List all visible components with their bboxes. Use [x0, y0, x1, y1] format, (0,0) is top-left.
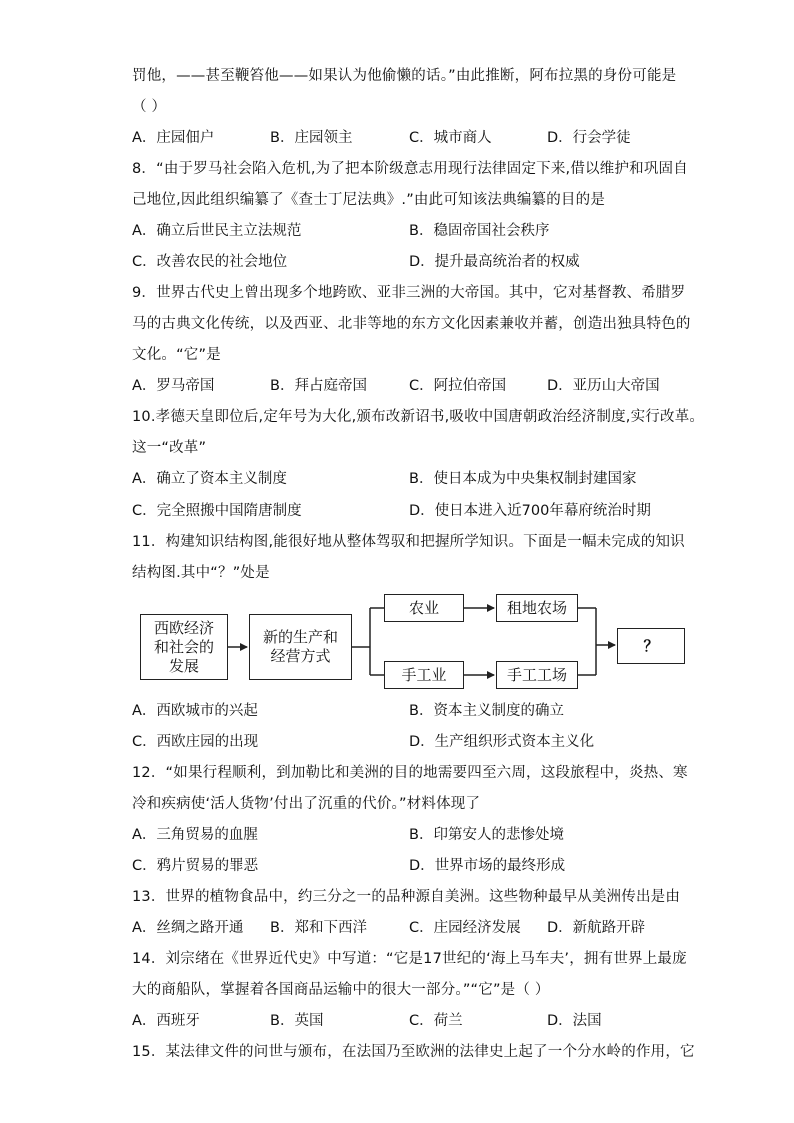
q8-option-d: D．提升最高统治者的权威: [409, 254, 580, 270]
q12-option-d: D．世界市场的最终形成: [409, 858, 566, 874]
question-9-line-2: 马的古典文化传统，以及西亚、北非等地的东方文化因素兼收并蓄，创造出独具特色的: [132, 316, 691, 332]
question-11-line-1: 11．构建知识结构图,能很好地从整体驾驭和把握所学知识。下面是一幅未完成的知识: [132, 534, 685, 550]
q7-option-a: A．庄园佃户: [132, 130, 215, 146]
q13-option-d: D．新航路开辟: [547, 920, 646, 936]
q8-option-b: B．稳固帝国社会秩序: [409, 223, 550, 239]
box2-line-1: 新的生产和: [262, 628, 338, 646]
workshop-label: 手工工场: [506, 665, 567, 684]
q9-option-d: D．亚历山大帝国: [547, 378, 660, 394]
q9-option-c: C．阿拉伯帝国: [409, 378, 507, 394]
agriculture-label: 农业: [408, 598, 439, 617]
q12-option-a: A．三角贸易的血腥: [132, 827, 258, 843]
q14-option-b: B．英国: [270, 1013, 324, 1029]
q14-option-c: C．荷兰: [409, 1013, 463, 1029]
q13-option-a: A．丝绸之路开通: [132, 920, 244, 936]
q10-option-a: A．确立了资本主义制度: [132, 471, 287, 487]
q11-option-a: A．西欧城市的兴起: [132, 703, 258, 719]
q8-option-c: C．改善农民的社会地位: [132, 254, 288, 270]
q7-option-c: C．城市商人: [409, 130, 492, 146]
q7-option-d: D．行会学徒: [547, 130, 631, 146]
question-11-line-2: 结构图.其中“？”处是: [132, 565, 270, 581]
question-7-text-end: 罚他，——甚至鞭笞他——如果认为他偷懒的话。”由此推断，阿布拉黑的身份可能是: [132, 68, 677, 84]
q13-option-c: C．庄园经济发展: [409, 920, 521, 936]
q12-option-b: B．印第安人的悲惨处境: [409, 827, 564, 843]
box1-line-1: 西欧经济: [153, 618, 214, 637]
q8-option-a: A．确立后世民主立法规范: [132, 223, 302, 239]
q14-option-a: A．西班牙: [132, 1013, 200, 1029]
q10-option-d: D．使日本进入近700年幕府统治时期: [409, 503, 651, 519]
box-tenant-farm: [496, 594, 578, 622]
q9-option-a: A．罗马帝国: [132, 378, 215, 394]
box-workshop: [496, 661, 578, 689]
box-agriculture: [384, 594, 464, 622]
question-9-line-3: 文化。“它”是: [132, 347, 221, 363]
question-14-line-2: 大的商船队，掌握着各国商品运输中的很大一部分。”“它”是（ ）: [132, 982, 550, 998]
box1-line-3: 发展: [168, 656, 199, 675]
q10-option-b: B．使日本成为中央集权制封建国家: [409, 471, 637, 487]
q9-option-b: B．拜占庭帝国: [270, 378, 367, 394]
question-14-line-1: 14．刘宗绪在《世界近代史》中写道：“它是17世纪的‘海上马车夫’，拥有世界上最庞: [132, 951, 687, 967]
q12-option-c: C．鸦片贸易的罪恶: [132, 858, 259, 874]
q13-option-b: B．郑和下西洋: [270, 920, 367, 936]
question-7-bracket: （ ）: [132, 99, 167, 115]
box-western-europe-development: [140, 614, 228, 680]
question-8-line-1: 8．“由于罗马社会陷入危机,为了把本阶级意志用现行法律固定下来,借以维护和巩固自: [132, 161, 688, 177]
knowledge-structure-diagram: [138, 590, 690, 694]
tenant-farm-label: 租地农场: [506, 598, 567, 617]
question-10-line-1: 10.孝德天皇即位后,定年号为大化,颁布改新诏书,吸收中国唐朝政治经济制度,实行改革。: [132, 409, 705, 425]
q11-option-c: C．西欧庄园的出现: [132, 734, 259, 750]
question-13-text: 13．世界的植物食品中，约三分之一的品种源自美洲。这些物种最早从美洲传出是由: [132, 889, 681, 905]
unknown-label: ？: [643, 636, 659, 655]
handicraft-label: 手工业: [401, 665, 447, 684]
question-9-line-1: 9．世界古代史上曾出现多个地跨欧、亚非三洲的大帝国。其中，它对基督教、希腊罗: [132, 285, 686, 301]
q10-option-c: C．完全照搬中国隋唐制度: [132, 503, 302, 519]
question-10-line-2: 这一“改革”: [132, 440, 207, 456]
question-12-line-2: 冷和疾病使‘活人货物’付出了沉重的代价。”材料体现了: [132, 796, 481, 812]
question-8-line-2: 己地位,因此组织编纂了《查士丁尼法典》.”由此可知该法典编纂的目的是: [132, 192, 606, 208]
question-12-line-1: 12．“如果行程顺利，到加勒比和美洲的目的地需要四至六周，这段旅程中，炎热、寒: [132, 765, 688, 781]
box-unknown: [617, 628, 685, 664]
q11-option-b: B．资本主义制度的确立: [409, 703, 564, 719]
q7-option-b: B．庄园领主: [270, 130, 353, 146]
box1-line-2: 和社会的: [153, 637, 214, 656]
box-handicraft: [384, 661, 464, 689]
question-15-line-1: 15．某法律文件的问世与颁布，在法国乃至欧洲的法律史上起了一个分水岭的作用，它: [132, 1044, 695, 1060]
q11-option-d: D．生产组织形式资本主义化: [409, 734, 595, 750]
box-new-production-methods: [249, 614, 352, 680]
q14-option-d: D．法国: [547, 1013, 602, 1029]
box2-line-2: 经营方式: [270, 647, 331, 665]
